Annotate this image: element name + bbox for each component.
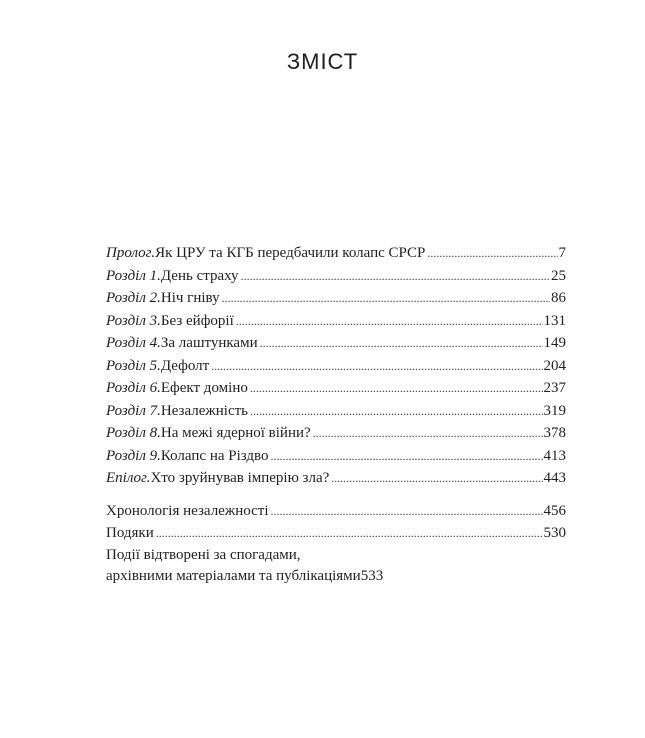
toc-page-number: 25	[551, 267, 566, 284]
toc-page-number: 443	[543, 470, 566, 486]
toc-entry-chronology[interactable]	[106, 500, 566, 523]
dot-leader	[313, 422, 543, 445]
toc-page-number: 413	[543, 447, 566, 464]
page-title: ЗМІСТ	[286, 49, 359, 74]
toc-entry-chapter-9[interactable]	[106, 445, 566, 468]
toc-entry-chapter-8[interactable]	[106, 422, 566, 445]
toc-entry-title: Ніч гніву	[160, 290, 220, 306]
table-of-contents	[106, 242, 566, 587]
toc-entry-acknowledgements[interactable]	[106, 522, 566, 545]
toc-entry-epilogue[interactable]	[106, 467, 566, 490]
toc-entry-prefix: Розділ 4.	[106, 335, 161, 351]
toc-entry-chapter-4[interactable]	[106, 332, 566, 355]
toc-entry-sources[interactable]	[106, 545, 566, 587]
toc-entry-title: На межі ядерної війни?	[160, 425, 311, 441]
toc-entry-title: За лаштунками	[160, 335, 258, 351]
dot-leader	[260, 332, 543, 355]
toc-entry-line-2	[106, 566, 566, 587]
dot-leader	[250, 377, 543, 400]
toc-entry-title: День страху	[160, 267, 239, 284]
toc-entry-title: Як ЦРУ та КГБ передбачили колапс СРСР	[155, 245, 426, 261]
toc-entry-prefix: Розділ 8.	[106, 425, 161, 441]
toc-entry-title: Хто зруйнував імперію зла?	[150, 470, 330, 486]
dot-leader	[241, 265, 550, 288]
toc-entry-title-line-1: Події відтворені за спогадами,	[106, 546, 301, 563]
toc-page-number: 149	[543, 335, 566, 351]
toc-entry-chapter-7[interactable]	[106, 400, 566, 423]
toc-entry-title-line-2: архівними матеріалами та публікаціями	[106, 567, 361, 584]
dot-leader	[236, 310, 543, 333]
toc-page-number: 319	[543, 402, 566, 419]
toc-entry-prefix: Епілог.	[106, 470, 151, 486]
toc-entry-title: Дефолт	[160, 357, 210, 374]
toc-entry-chapter-2[interactable]	[106, 287, 566, 310]
dot-leader	[156, 522, 543, 545]
toc-entry-title: Колапс на Різдво	[160, 447, 269, 464]
toc-page-number: 533	[360, 567, 384, 584]
toc-entry-prefix: Розділ 3.	[106, 312, 161, 329]
toc-page-number: 237	[543, 380, 566, 396]
dot-leader	[271, 445, 543, 468]
toc-page-number: 530	[543, 525, 566, 541]
dot-leader	[427, 242, 557, 265]
toc-entry-prefix: Розділ 6.	[106, 380, 161, 396]
toc-entry-title: Без ейфорії	[160, 312, 234, 329]
section-spacer	[106, 490, 566, 500]
dot-leader	[331, 467, 542, 490]
toc-entry-chapter-1[interactable]	[106, 265, 566, 288]
toc-page-number: 204	[543, 357, 566, 374]
toc-entry-prefix: Пролог.	[106, 245, 156, 261]
toc-entry-prefix: Розділ 7.	[106, 402, 161, 419]
toc-page-number: 378	[543, 425, 566, 441]
toc-page-number: 86	[551, 290, 566, 306]
toc-entry-prefix: Розділ 1.	[106, 267, 161, 284]
toc-entry-title: Незалежність	[160, 402, 249, 419]
toc-entry-chapter-5[interactable]	[106, 355, 566, 378]
dot-leader	[222, 287, 550, 310]
toc-entry-chapter-3[interactable]	[106, 310, 566, 333]
toc-page-number: 131	[543, 312, 566, 329]
toc-entry-title: Подяки	[106, 525, 154, 541]
toc-entry-prefix: Розділ 5.	[106, 357, 161, 374]
toc-entry-prologue[interactable]	[106, 242, 566, 265]
dot-leader	[250, 400, 542, 423]
dot-leader	[271, 500, 543, 523]
toc-page-number: 7	[558, 245, 566, 261]
toc-entry-title: Хронологія незалежності	[106, 502, 269, 519]
toc-entry-prefix: Розділ 2.	[106, 290, 161, 306]
toc-entry-prefix: Розділ 9.	[106, 447, 161, 464]
dot-leader	[211, 355, 542, 378]
toc-page-number: 456	[543, 502, 566, 519]
toc-entry-title: Ефект доміно	[160, 380, 248, 396]
toc-entry-chapter-6[interactable]	[106, 377, 566, 400]
